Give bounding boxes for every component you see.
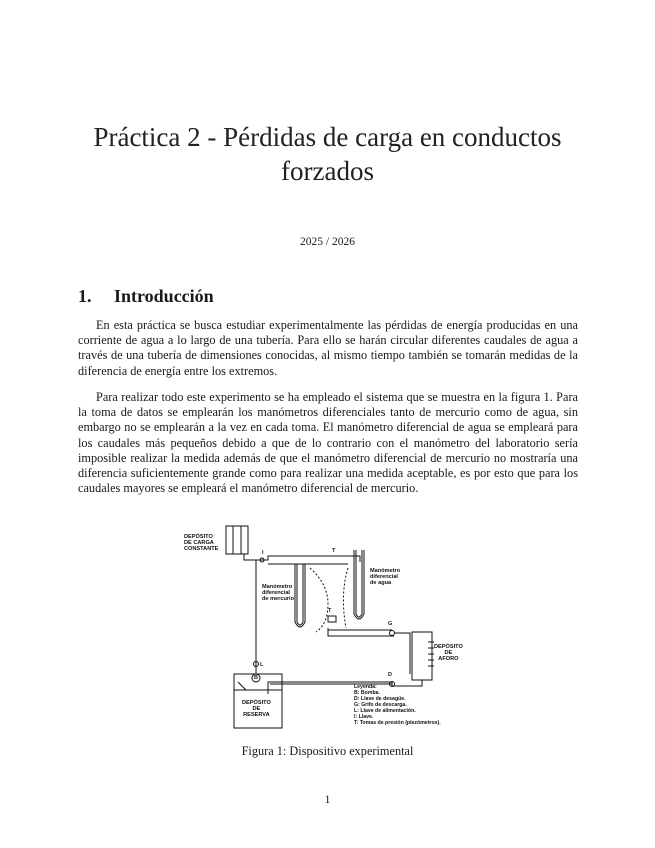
- letter-D: D: [388, 672, 392, 678]
- section-number: 1.: [78, 286, 92, 306]
- legend-item: I: Llave.: [354, 714, 374, 720]
- paragraph: Para realizar todo este experimento se ha empleado el sistema que se muestra en la figura 1. Para la toma de datos se emplearán los manómetros diferenciales tanto de mercurio como de agua, sin embargo no se emplearán a la vez en cada toma. El manómetro diferencial de agua se empleará para los caudales más pequeños debido a que de lo contrario con el manómetro del laboratorio sería imposible realizar la medida además de que el manómetro diferencial de mercurio no mostraría una diferencia suficientemente grande como para realizar una medida aceptable, es por esto que para los caudales mayores se empleará el manómetro diferencial de mercurio.: [78, 390, 578, 496]
- letter-G: G: [388, 621, 393, 627]
- figure-caption: Figura 1: Dispositivo experimental: [241, 744, 414, 758]
- document-title: Práctica 2 - Pérdidas de carga en conductos forzados: [93, 122, 562, 186]
- page-number: 1: [324, 792, 331, 806]
- legend-title: Leyenda:: [354, 684, 377, 690]
- gauge-tank: [412, 632, 432, 680]
- constant-head-tank: [226, 526, 248, 554]
- legend-item: G: Grifo de descarga.: [354, 702, 407, 708]
- section-title: Introducción: [114, 286, 214, 306]
- section-heading: [78, 286, 214, 307]
- experimental-setup-figure: [178, 524, 478, 736]
- figure-legend: [354, 684, 441, 726]
- legend-item: L: Llave de alimentación.: [354, 708, 416, 714]
- letter-B: B: [254, 675, 258, 681]
- legend-item: B: Bomba.: [354, 690, 380, 696]
- label-constant-tank: DEPÓSITO DE CARGA CONSTANTE: [184, 534, 219, 553]
- letter-T: T: [328, 608, 332, 614]
- label-gauge-tank: DEPÓSITO DE AFORO: [434, 644, 463, 663]
- letter-L: L: [260, 662, 264, 668]
- legend-item: D: Llave de desagüe.: [354, 696, 406, 702]
- label-mercury-manometer: Manómetro diferencial de mercurio: [262, 584, 295, 603]
- letter-I: I: [262, 550, 264, 556]
- legend-item: T: Tomas de presión (piezómetros).: [354, 720, 441, 726]
- label-reserve-tank: DEPÓSITO DE RESERVA: [242, 700, 271, 719]
- paragraph: En esta práctica se busca estudiar experimentalmente las pérdidas de energía producidas en una corriente de agua a lo largo de una tubería. Para ello se harán circular diferentes caudales de agua a través de una tubería de dimensiones conocidas, al mismo tiempo también se tomarán medidas de la diferencia de energía entre los extremos.: [78, 318, 578, 378]
- letter-T: T: [332, 548, 336, 554]
- label-water-manometer: Manómetro diferencial de agua: [370, 568, 401, 587]
- academic-year: 2025 / 2026: [300, 236, 355, 248]
